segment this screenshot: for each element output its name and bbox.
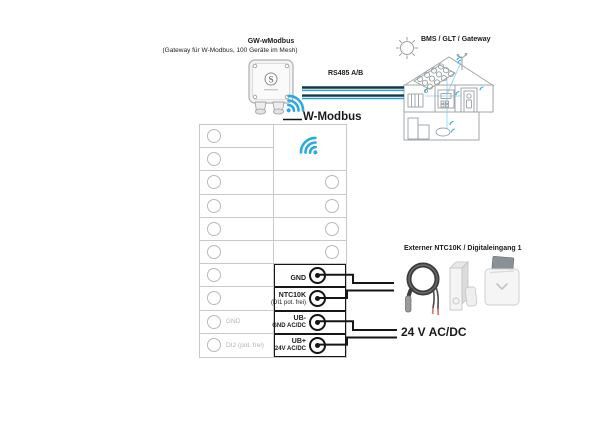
wifi-icon-table	[292, 130, 327, 165]
terminal-circle	[207, 199, 221, 213]
terminal-label: UB-	[293, 314, 306, 322]
rs485-bus-lines	[302, 88, 404, 99]
terminal-circle	[207, 338, 221, 352]
terminal-cell-left	[200, 287, 274, 310]
left-terminal-label: GND	[226, 318, 241, 326]
controller-icon	[438, 90, 454, 108]
terminal-cell-right	[274, 195, 346, 218]
terminal-label: NTC10K	[278, 291, 306, 299]
terminal-gnd	[274, 264, 346, 287]
terminal-cell-right	[274, 218, 346, 241]
power-label: 24 V AC/DC	[401, 325, 467, 339]
terminal-cell-left	[200, 148, 274, 171]
sensor-images	[400, 254, 525, 320]
left-terminal-label: DI2 (pot. frei)	[226, 341, 264, 349]
terminal-circle	[325, 199, 339, 213]
sensor-keycard-image	[485, 256, 519, 305]
radiator-icon	[408, 89, 428, 107]
screw-icon	[253, 64, 257, 68]
terminal-sublabel: GND AC/DC	[272, 322, 306, 329]
terminal-circle	[207, 315, 221, 329]
terminal-donut-icon	[309, 290, 326, 307]
screw-icon	[285, 64, 289, 68]
terminal-sublabel: (DI1 pot. frei)	[270, 299, 306, 306]
building-illustration	[395, 28, 507, 146]
terminal-circle	[207, 291, 221, 305]
wmodbus-cell	[274, 125, 346, 171]
terminal-cell-left-di2	[200, 334, 274, 357]
terminal-cell-right	[274, 171, 346, 194]
terminal-donut-icon	[309, 337, 326, 354]
terminal-donut-icon	[309, 314, 326, 331]
sensor-door-contact-image	[450, 262, 477, 310]
terminal-label: UB+	[291, 338, 306, 346]
protocol-label: W-Modbus	[303, 111, 362, 123]
terminal-cell-left-gnd	[200, 311, 274, 334]
door-icon	[461, 88, 477, 112]
terminal-cell-left	[200, 171, 274, 194]
terminal-circle	[207, 245, 221, 259]
screw-icon	[253, 95, 257, 99]
terminal-donut-icon	[309, 267, 326, 284]
terminal-circle	[325, 175, 339, 189]
sensor-label: Externer NTC10K / Digitaleingang 1	[404, 245, 522, 252]
terminal-circle	[207, 129, 221, 143]
terminal-ub-plus	[274, 334, 346, 357]
device-title: GW-wModbus	[247, 38, 295, 45]
terminal-label: GND	[290, 274, 306, 282]
bus-label: RS485 A/B	[328, 70, 364, 77]
sensor-ntc-probe-image	[406, 265, 439, 315]
terminal-circle	[207, 152, 221, 166]
terminal-table	[199, 124, 347, 358]
cable-gland-icon	[255, 102, 266, 114]
boiler-icon	[408, 118, 450, 139]
terminal-cell-left	[200, 218, 274, 241]
terminal-cell-left	[200, 241, 274, 264]
device-subtitle: (Gateway für W-Modbus, 100 Geräte im Mesh)	[162, 47, 298, 54]
terminal-cell-right	[274, 241, 346, 264]
terminal-sublabel: 24V AC/DC	[274, 345, 306, 352]
brand-logo-letter: S	[268, 74, 274, 85]
terminal-cell-left	[200, 264, 274, 287]
terminal-cell-left	[200, 125, 274, 148]
terminal-circle	[325, 222, 339, 236]
terminal-ntc10k	[270, 287, 346, 310]
terminal-circle	[207, 175, 221, 189]
terminal-cell-left	[200, 195, 274, 218]
terminal-circle	[325, 245, 339, 259]
building-label: BMS / GLT / Gateway	[421, 36, 491, 43]
terminal-circle	[207, 268, 221, 282]
terminal-circle	[207, 222, 221, 236]
terminal-ub-minus	[274, 311, 346, 334]
sun-icon	[396, 37, 418, 59]
